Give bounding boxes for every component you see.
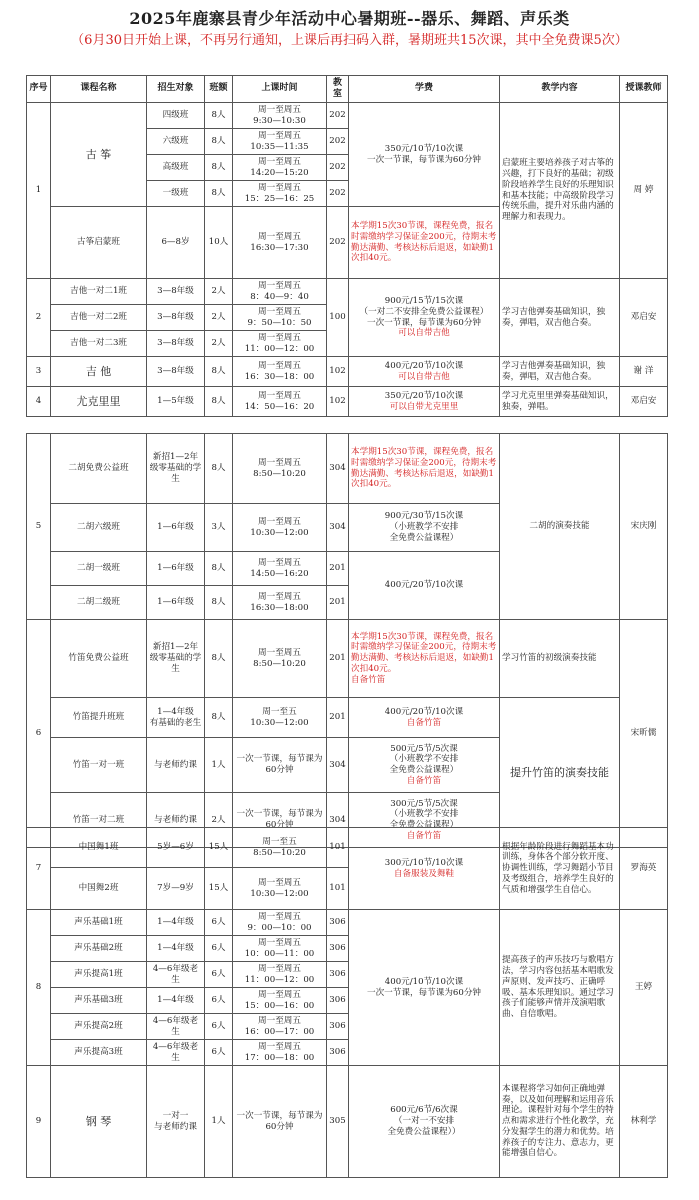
classroom: 202 — [327, 129, 349, 155]
header-target: 招生对象 — [147, 76, 205, 103]
class-time: 周一至周五 16:30—17:30 — [233, 207, 327, 279]
target: 1—4年级 — [147, 936, 205, 962]
classroom: 304 — [327, 434, 349, 504]
class-time: 周一至周五 15：25—16：25 — [233, 181, 327, 207]
teacher: 邓启安 — [620, 387, 668, 417]
class-time: 周一至周五 9：00—10：00 — [233, 910, 327, 936]
teacher: 林利学 — [620, 1066, 668, 1178]
class-time: 周一至周五 8:50—10:20 — [233, 620, 327, 698]
classroom: 306 — [327, 962, 349, 988]
course-name: 二胡一级班 — [51, 552, 147, 586]
classroom: 304 — [327, 504, 349, 552]
teacher: 罗海英 — [620, 828, 668, 910]
class-time: 周一至周五 15：00—16：00 — [233, 988, 327, 1014]
class-size: 8人 — [205, 586, 233, 620]
class-time: 周一至周五 16：30—18：00 — [233, 357, 327, 387]
teacher: 宋庆刚 — [620, 434, 668, 620]
class-size: 8人 — [205, 129, 233, 155]
class-time: 周一至周五 14：50—16：20 — [233, 387, 327, 417]
class-size: 6人 — [205, 910, 233, 936]
course-name: 声乐提高1班 — [51, 962, 147, 988]
class-size: 8人 — [205, 434, 233, 504]
course-name: 竹笛免费公益班 — [51, 620, 147, 698]
row-no: 8 — [27, 910, 51, 1066]
course-name: 古筝启蒙班 — [51, 207, 147, 279]
target: 5岁—6岁 — [147, 828, 205, 868]
classroom: 201 — [327, 698, 349, 738]
course-name: 吉他一对二3班 — [51, 331, 147, 357]
teacher: 周 婷 — [620, 103, 668, 279]
fee: 400元/10节/10次课 一次一节课，每节课为60分钟 — [349, 910, 500, 1066]
target: 3—8年级 — [147, 305, 205, 331]
target: 1—4年级 — [147, 988, 205, 1014]
course-name: 声乐基础1班 — [51, 910, 147, 936]
fee-note: 自备竹笛 — [406, 830, 442, 841]
class-time: 周一至周五 16:30—18:00 — [233, 586, 327, 620]
course-name: 声乐基础3班 — [51, 988, 147, 1014]
target: 与老师约课 — [147, 738, 205, 793]
header-course: 课程名称 — [51, 76, 147, 103]
course-name: 吉他一对二2班 — [51, 305, 147, 331]
class-time: 周一至周五 14:20—15:20 — [233, 155, 327, 181]
class-size: 2人 — [205, 279, 233, 305]
row-no: 9 — [27, 1066, 51, 1178]
target: 1—6年级 — [147, 504, 205, 552]
classroom: 202 — [327, 181, 349, 207]
class-time: 周一至周五 10:30—12:00 — [233, 504, 327, 552]
row-no: 7 — [27, 828, 51, 910]
teaching-content: 学习吉他弹奏基础知识，独奏，弹唱，双吉他合奏。 — [500, 279, 620, 357]
class-size: 2人 — [205, 305, 233, 331]
target: 1—6年级 — [147, 552, 205, 586]
classroom: 306 — [327, 988, 349, 1014]
class-time: 周一至周五 8：40—9：40 — [233, 279, 327, 305]
class-size: 8人 — [205, 181, 233, 207]
fee-note: 自备服装及舞鞋 — [393, 868, 455, 879]
class-time: 一次一节课，每节课为60分钟 — [233, 1066, 327, 1178]
class-time: 周一至周五 16：00—17：00 — [233, 1014, 327, 1040]
target: 3—8年级 — [147, 279, 205, 305]
fee-note: 自备竹笛 — [406, 775, 442, 786]
target: 六级班 — [147, 129, 205, 155]
classroom: 202 — [327, 207, 349, 279]
row-no: 4 — [27, 387, 51, 417]
class-time: 周一至周五 11：00—12：00 — [233, 962, 327, 988]
target: 一级班 — [147, 181, 205, 207]
class-time: 周一至周五 9:30—10:30 — [233, 103, 327, 129]
class-size: 8人 — [205, 698, 233, 738]
page-title: 2025年鹿寨县青少年活动中心暑期班--器乐、舞蹈、声乐类 — [129, 9, 570, 28]
target: 与老师约课 — [147, 793, 205, 848]
class-size: 6人 — [205, 962, 233, 988]
classroom: 202 — [327, 155, 349, 181]
header-size: 班额 — [205, 76, 233, 103]
class-size: 15人 — [205, 828, 233, 868]
class-size: 6人 — [205, 1040, 233, 1066]
class-size: 6人 — [205, 936, 233, 962]
row-no: 6 — [27, 620, 51, 848]
class-size: 8人 — [205, 103, 233, 129]
class-size: 8人 — [205, 155, 233, 181]
class-time: 周一至周五 14:50—16:20 — [233, 552, 327, 586]
teaching-content: 本课程将学习如何正确地弹奏，以及如何理解和运用音乐理论。课程针对每个学生的特点和需求进行个性化教学，充分发掘学生的潜力和优势。培养孩子的专注力、意志力，更能增强自信心。 — [500, 1066, 620, 1178]
class-size: 1人 — [205, 1066, 233, 1178]
teaching-content: 提升竹笛的演奏技能 — [500, 698, 620, 848]
class-size: 3人 — [205, 504, 233, 552]
class-size: 1人 — [205, 738, 233, 793]
class-size: 6人 — [205, 1014, 233, 1040]
class-time: 周一至五 8:50—10:20 — [233, 828, 327, 868]
class-time: 周一至周五 10:30—12:00 — [233, 868, 327, 910]
course-name: 吉他一对二1班 — [51, 279, 147, 305]
fee: 600元/6节/6次课 （一对一不安排 全免费公益课程）） — [349, 1066, 500, 1178]
fee-free-note: 本学期15次30节课，课程免费，报名时需缴纳学习保证金200元，待期末考勤达满勤、考核达标后退返，如缺勤1次扣40元。 — [349, 207, 500, 279]
teaching-content: 二胡的演奏技能 — [500, 434, 620, 620]
target: 一对一 与老师约课 — [147, 1066, 205, 1178]
classroom: 305 — [327, 1066, 349, 1178]
class-size: 2人 — [205, 331, 233, 357]
fee: 300元/5节/5次课 （小班教学不安排 全免费公益课程） 自备竹笛 — [349, 793, 500, 848]
teaching-content: 启蒙班主要培养孩子对古筝的兴趣，打下良好的基础；初级阶段培养学生良好的乐理知识和基本技能；中高级阶段学习传统乐曲，提升对乐曲内涵的理解力和表现力。 — [500, 103, 620, 279]
course-name: 二胡六级班 — [51, 504, 147, 552]
target: 4—6年级老生 — [147, 962, 205, 988]
fee-free-note: 本学期15次30节课，课程免费，报名时需缴纳学习保证金200元，待期末考勤达满勤、考核达标后退返，如缺勤1次扣40元。 自备竹笛 — [349, 620, 500, 698]
course-name: 中国舞2班 — [51, 868, 147, 910]
target: 高级班 — [147, 155, 205, 181]
classroom: 102 — [327, 387, 349, 417]
header-content: 教学内容 — [500, 76, 620, 103]
row-no: 2 — [27, 279, 51, 357]
teaching-content: 学习竹笛的初级演奏技能 — [500, 620, 620, 698]
target: 1—4年级 有基础的老生 — [147, 698, 205, 738]
course-name: 声乐提高2班 — [51, 1014, 147, 1040]
classroom: 102 — [327, 357, 349, 387]
classroom: 304 — [327, 738, 349, 793]
course-name: 声乐提高3班 — [51, 1040, 147, 1066]
classroom: 201 — [327, 586, 349, 620]
classroom: 101 — [327, 868, 349, 910]
classroom: 306 — [327, 1040, 349, 1066]
fee-free-note: 本学期15次30节课，课程免费，报名时需缴纳学习保证金200元，待期末考勤达满勤、考核达标后退返，如缺勤1次扣40元。 — [349, 434, 500, 504]
fee: 300元/10节/10次课 自备服装及舞鞋 — [349, 828, 500, 910]
teacher: 宋昕儒 — [620, 620, 668, 848]
fee-note: 自备竹笛 — [406, 717, 442, 728]
class-size: 8人 — [205, 387, 233, 417]
fee: 400元/20节/10次课 可以自带吉他 — [349, 357, 500, 387]
row-no: 3 — [27, 357, 51, 387]
fee: 400元/20节/10次课 — [349, 552, 500, 620]
class-size: 6人 — [205, 988, 233, 1014]
class-time: 周一至周五 8:50—10:20 — [233, 434, 327, 504]
target: 新招1—2年级零基础的学生 — [147, 620, 205, 698]
page-subtitle: （6月30日开始上课，不再另行通知，上课后再扫码入群，暑期班共15次课，其中全免费课5次） — [71, 33, 628, 48]
fee: 350元/10节/10次课 一次一节课，每节课为60分钟 — [349, 103, 500, 207]
course-name: 钢 琴 — [51, 1066, 147, 1178]
course-name: 古 筝 — [51, 103, 147, 207]
classroom: 306 — [327, 1014, 349, 1040]
row-no: 1 — [27, 103, 51, 279]
course-name: 竹笛提升班班 — [51, 698, 147, 738]
target: 6—8岁 — [147, 207, 205, 279]
class-time: 周一至周五 17：00—18：00 — [233, 1040, 327, 1066]
target: 3—8年级 — [147, 331, 205, 357]
target: 4—6年级老生 — [147, 1040, 205, 1066]
classroom: 306 — [327, 936, 349, 962]
schedule-table-2 — [26, 433, 668, 848]
header-time: 上课时间 — [233, 76, 327, 103]
row-no: 5 — [27, 434, 51, 620]
classroom: 202 — [327, 103, 349, 129]
course-name: 二胡免费公益班 — [51, 434, 147, 504]
header-teacher: 授课教师 — [620, 76, 668, 103]
class-size: 15人 — [205, 868, 233, 910]
classroom: 306 — [327, 910, 349, 936]
classroom: 100 — [327, 279, 349, 357]
target: 4—6年级老生 — [147, 1014, 205, 1040]
class-size: 10人 — [205, 207, 233, 279]
target: 新招1—2年级零基础的学生 — [147, 434, 205, 504]
teacher: 邓启安 — [620, 279, 668, 357]
course-name: 声乐基础2班 — [51, 936, 147, 962]
fee: 900元/15节/15次课 （一对二不安排全免费公益课程） 一次一节课，每节课为60分钟 可以自带吉他 — [349, 279, 500, 357]
teaching-content: 根据年龄阶段进行舞蹈基本功训练，身体各个部分软开度、协调性训练，学习舞蹈小节目及考级组合，培养学生良好的气质和增强学生自信心。 — [500, 828, 620, 910]
classroom: 304 — [327, 793, 349, 848]
header-no: 序号 — [27, 76, 51, 103]
classroom: 201 — [327, 552, 349, 586]
target: 7岁—9岁 — [147, 868, 205, 910]
fee: 500元/5节/5次课 （小班教学不安排 全免费公益课程） 自备竹笛 — [349, 738, 500, 793]
classroom: 101 — [327, 828, 349, 868]
teaching-content: 学习吉他弹奏基础知识，独奏，弹唱，双吉他合奏。 — [500, 357, 620, 387]
target: 1—6年级 — [147, 586, 205, 620]
class-size: 8人 — [205, 620, 233, 698]
class-time: 周一至周五 9：50—10：50 — [233, 305, 327, 331]
fee-note: 可以自带吉他 — [398, 328, 450, 339]
course-name: 尤克里里 — [51, 387, 147, 417]
target: 1—5年级 — [147, 387, 205, 417]
fee: 350元/20节/10次课 可以自带尤克里里 — [349, 387, 500, 417]
class-time: 周一至周五 11：00—12：00 — [233, 331, 327, 357]
course-name: 中国舞1班 — [51, 828, 147, 868]
fee-note: 可以自带吉他 — [398, 371, 450, 382]
teaching-content: 提高孩子的声乐技巧与歌唱方法，学习内容包括基本唱歌发声原则、发声技巧、正确呼吸、基本乐理知识。通过学习孩子们能够声情并茂演唱歌曲、自信歌唱。 — [500, 910, 620, 1066]
class-size: 8人 — [205, 552, 233, 586]
course-name: 吉 他 — [51, 357, 147, 387]
target: 3—8年级 — [147, 357, 205, 387]
course-name: 竹笛一对一班 — [51, 738, 147, 793]
course-name: 竹笛一对二班 — [51, 793, 147, 848]
class-time: 一次一节课，每节课为60分钟 — [233, 793, 327, 848]
fee-note: 可以自带尤克里里 — [389, 401, 459, 412]
class-time: 周一至周五 10：00—11：00 — [233, 936, 327, 962]
header-room: 教室 — [327, 76, 349, 103]
class-size: 2人 — [205, 793, 233, 848]
target: 四级班 — [147, 103, 205, 129]
class-size: 8人 — [205, 357, 233, 387]
target: 1—4年级 — [147, 910, 205, 936]
course-name: 二胡二级班 — [51, 586, 147, 620]
fee: 900元/30节/15次课 （小班教学不安排 全免费公益课程） — [349, 504, 500, 552]
teacher: 谢 洋 — [620, 357, 668, 387]
class-time: 周一至五 10:30—12:00 — [233, 698, 327, 738]
teaching-content: 学习尤克里里弹奏基础知识，独奏，弹唱。 — [500, 387, 620, 417]
schedule-table-1 — [26, 75, 668, 417]
class-time: 周一至周五 10:35—11:35 — [233, 129, 327, 155]
classroom: 201 — [327, 620, 349, 698]
class-time: 一次一节课，每节课为60分钟 — [233, 738, 327, 793]
schedule-table-3 — [26, 827, 668, 1178]
fee: 400元/20节/10次课 自备竹笛 — [349, 698, 500, 738]
header-fee: 学费 — [349, 76, 500, 103]
teacher: 王婷 — [620, 910, 668, 1066]
